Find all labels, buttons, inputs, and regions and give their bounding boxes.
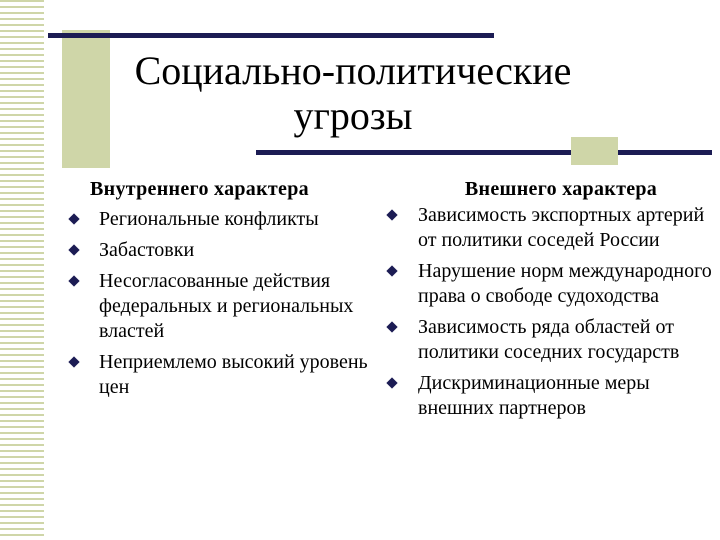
diamond-bullet-icon — [68, 356, 79, 367]
list-item-text: Зависимость экспортных артерий от политики соседей России — [418, 204, 705, 251]
list-item — [64, 238, 384, 263]
external-heading: Внешнего характера — [464, 178, 658, 200]
list-item-text: Зависимость ряда областей от политики соседних государств — [418, 316, 680, 363]
internal-threats-column — [64, 177, 384, 406]
diamond-bullet-icon — [68, 244, 79, 255]
diamond-bullet-icon — [386, 265, 397, 276]
decorative-line-bottom — [256, 150, 712, 155]
internal-heading: Внутреннего характера — [90, 178, 309, 200]
decorative-square-left — [62, 30, 110, 168]
decorative-square-right — [571, 137, 618, 165]
title-line-1: Социально-политические — [134, 48, 572, 93]
list-item — [64, 207, 384, 232]
list-item-text: Региональные конфликты — [99, 208, 319, 230]
external-list — [382, 203, 720, 421]
list-item-text: Неприемлемо высокий уровень цен — [99, 351, 368, 398]
diamond-bullet-icon — [386, 377, 397, 388]
diamond-bullet-icon — [68, 275, 79, 286]
internal-list — [64, 207, 384, 400]
external-threats-column — [382, 177, 720, 427]
left-stripe-decoration — [0, 0, 44, 540]
list-item — [382, 259, 720, 309]
slide-title — [118, 48, 588, 138]
diamond-bullet-icon — [386, 209, 397, 220]
list-item — [382, 315, 720, 365]
diamond-bullet-icon — [386, 321, 397, 332]
decorative-line-top — [48, 33, 494, 38]
diamond-bullet-icon — [68, 213, 79, 224]
list-item — [382, 203, 720, 253]
list-item-text: Несогласованные действия федеральных и региональных властей — [99, 270, 354, 342]
list-item — [382, 371, 720, 421]
list-item-text: Дискриминационные меры внешних партнеров — [418, 372, 650, 419]
list-item — [64, 269, 384, 344]
list-item-text: Нарушение норм международного права о свободе судоходства — [418, 260, 712, 307]
list-item-text: Забастовки — [99, 239, 195, 261]
title-line-2: угрозы — [293, 93, 413, 138]
list-item — [64, 350, 384, 400]
